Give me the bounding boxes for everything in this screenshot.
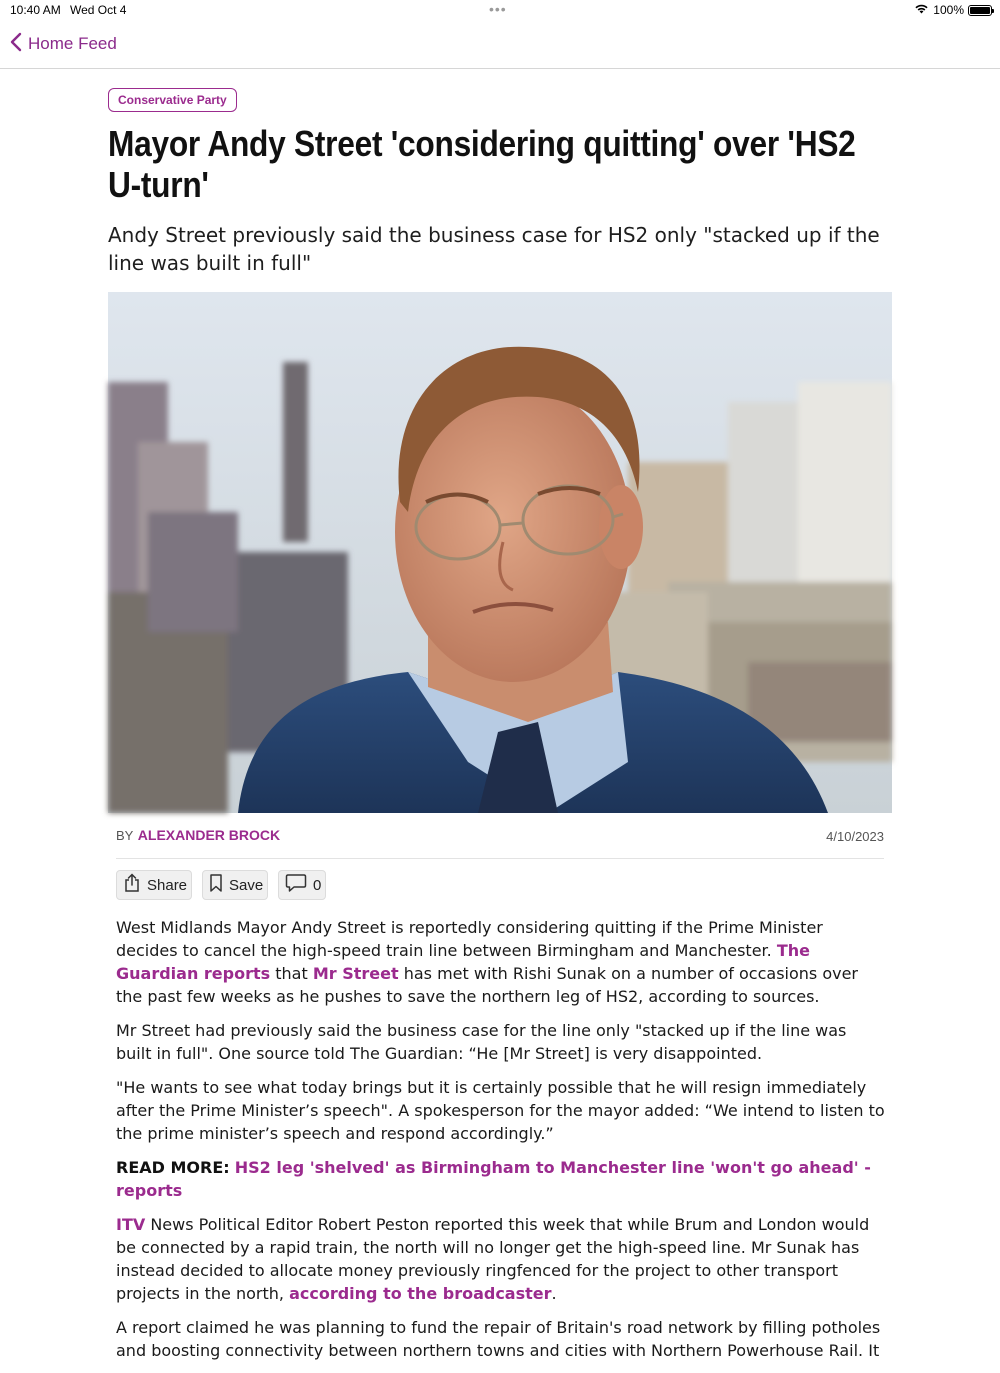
battery-percent: 100%	[933, 3, 964, 17]
wifi-icon	[914, 3, 929, 17]
back-button[interactable]	[10, 32, 117, 56]
article-body	[116, 916, 886, 1373]
category-tag[interactable]: Conservative Party	[108, 88, 237, 112]
subheadline: Andy Street previously said the business case for HS2 only "stacked up if the line was built in full"	[108, 223, 880, 275]
bookmark-icon	[209, 873, 223, 897]
mr-street-link[interactable]: Mr Street	[312, 964, 399, 983]
broadcaster-link[interactable]: according to the broadcaster	[289, 1284, 552, 1303]
read-more-link[interactable]: HS2 leg 'shelved' as Birmingham to Manchester line 'won't go ahead' - reports	[116, 1158, 871, 1200]
battery-icon	[968, 5, 992, 16]
comment-icon	[285, 873, 307, 897]
author-link[interactable]: ALEXANDER BROCK	[137, 827, 281, 843]
comments-button[interactable]	[278, 870, 326, 900]
paragraph-5: ITV News Political Editor Robert Peston reported this week that while Brum and London would be connected by a rapid train, the north will no longer get the high-speed line. Mr Sunak has instead decided to allocate money previously ringfenced for the project to other transport projects in the north, according to the broadcaster.	[116, 1215, 870, 1303]
paragraph-6: A report claimed he was planning to fund the repair of Britain's road network by filling potholes and boosting connectivity between northern towns and cities with Northern Powerhouse Rail. It	[116, 1318, 881, 1360]
article-actions	[116, 870, 326, 900]
share-label: Share	[147, 876, 188, 894]
read-more-label: READ MORE:	[116, 1158, 230, 1177]
multitasking-dots-icon[interactable]: •••	[489, 1, 507, 17]
status-bar	[0, 0, 1000, 22]
share-icon	[123, 873, 141, 897]
nav-bar	[0, 22, 1000, 69]
save-label: Save	[229, 876, 264, 894]
byline	[116, 827, 884, 859]
headline: Mayor Andy Street 'considering quitting' over 'HS2 U-turn'	[108, 123, 856, 205]
status-date: Wed Oct 4	[70, 3, 127, 17]
status-right	[914, 3, 992, 17]
article-header	[108, 88, 892, 277]
itv-link[interactable]: ITV	[116, 1215, 146, 1234]
guardian-link[interactable]: The Guardian reports	[116, 941, 810, 983]
status-time: 10:40 AM	[10, 3, 61, 17]
read-more	[116, 1156, 886, 1202]
paragraph-1: West Midlands Mayor Andy Street is reportedly considering quitting if the Prime Minister decides to cancel the high-speed train line between Birmingham and Manchester. The Guardian reports that Mr Street has met with Rishi Sunak on a number of occasions over the past few weeks as he pushes to save the northern leg of HS2, according to sources.	[116, 918, 859, 1006]
share-button[interactable]	[116, 870, 192, 900]
paragraph-3: "He wants to see what today brings but it is certainly possible that he will resign immediately after the Prime Minister’s speech". A spokesperson for the mayor added: “We intend to listen to the prime minister’s speech and respond accordingly.”	[116, 1078, 885, 1143]
hero-image	[108, 292, 892, 813]
comment-count: 0	[313, 876, 322, 894]
chevron-left-icon	[10, 32, 22, 56]
publish-date: 4/10/2023	[826, 829, 884, 844]
save-button[interactable]	[202, 870, 268, 900]
by-prefix: BY	[116, 828, 134, 843]
back-label: Home Feed	[28, 34, 117, 53]
paragraph-2: Mr Street had previously said the business case for the line only "stacked up if the line was built in full". One source told The Guardian: “He [Mr Street] is very disappointed.	[116, 1021, 847, 1063]
